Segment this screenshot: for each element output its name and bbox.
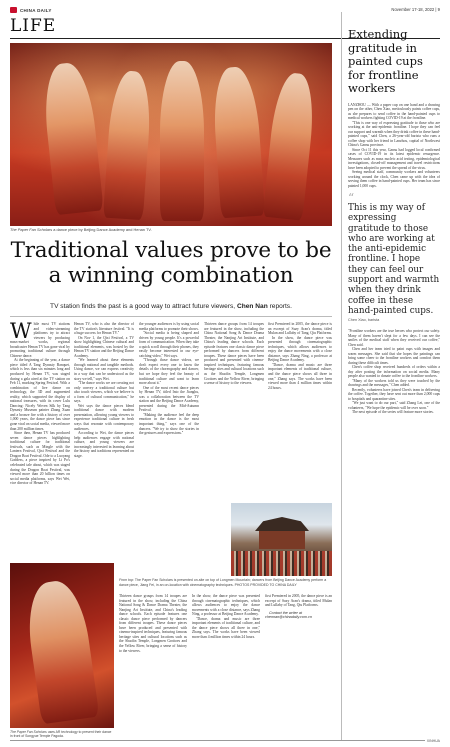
sidebar-pull-quote xyxy=(348,191,440,323)
paragraph: "Dance, drama and music are three important elements of traditional culture, and the dance piece shows all three in one," Zhang says. The works have been viewed more than 4 million times within 24 hours. xyxy=(268,362,332,390)
paragraph: Chen's coffee shop received hundreds of orders within a day after posting the information on social media. Many people also wanted to donate coffee to the frontline workers. xyxy=(348,365,440,379)
footer-rule xyxy=(10,740,440,741)
footer-credit: XINHUA xyxy=(426,739,440,743)
deck-text: TV station finds the past is a good way to attract future viewers, xyxy=(50,303,237,310)
paragraph: the younger audiences is by using social media platforms to promote their shows. xyxy=(139,322,199,331)
pull-quote-attribution: Chen Xiao, barista xyxy=(348,318,380,323)
paragraph: On Nov 1, the Qixi Festival, a TV show highlighting Chinese cultural and traditional elements, was hosted by the Henan TV station and the Beijing Dance Academy. xyxy=(74,335,134,358)
paragraph: Recently, volunteers have joined Chen's team in delivering the coffee. Together, they have sent out more than 2,000 cups to hospitals and quarantine sites. xyxy=(348,387,440,401)
publication-name: CHINA DAILY xyxy=(20,7,52,13)
sidebar-body-bottom xyxy=(348,329,440,415)
contact-email: chennan@chinadaily.com.cn xyxy=(265,615,312,620)
section-title: LIFE xyxy=(10,16,57,36)
hero-photo xyxy=(10,43,332,226)
sidebar-headline: Extending gratitude in painted cups for frontline workers xyxy=(348,27,423,95)
paragraph: "Frontline workers are the true heroes who protect our safety. Many of them haven't slept for a few days. I can see the smiles of the medical staff when they received our coffee," Chen said. xyxy=(348,329,440,347)
contact-email-line xyxy=(265,615,332,620)
paragraph: "Social media is being shaped and driven by young people. It's a powerful form of communication. When they take a quick scroll through their phones, they easily become interested in our eye-catching video," Wei says. xyxy=(139,331,199,358)
article-column-bottom-3 xyxy=(265,594,332,730)
paragraph: first Premiered in 2005, the dance piece is an excerpt of Suzy Aran's drama, titled Mulan and Lullaby of Tang, Qiu Platforms. xyxy=(268,322,332,336)
hero-caption xyxy=(10,227,332,232)
dancer-figure xyxy=(160,61,204,221)
dancer-figure xyxy=(23,578,100,725)
fan-dance-caption-text: uses AR technology to present their dance in front of Songyue Temple Pagoda. xyxy=(10,730,112,739)
paragraph: At the beginning of the year, a dance piece titled A Tang Dynasty Banquet, which is less than six minutes long and produced by Henan TV, was staged during a gala aired at the TV station on Feb 11, marking Spring Festival. With a combination of live dance on technology, the 3D and augmented reality, which supported the display of national treasures, with its cover Lulu Dancing: Nicely Woven Silk by Tang Dynasty Museum painter Zhang Xuan and a bronze fire with a history of over 1,000 years, the dance piece has since gone viral on social media, viewed more than 200 million times. xyxy=(10,358,70,431)
contact-label: Contact the writer at xyxy=(269,610,302,615)
paragraph: Since Oct 11 this year, Gansu had logged local confirmed cases of COVID-19 in its latest epidemic resurgence. Measures such as mass nucleic acid testing, epidemiological investigations, closed-off management and travel restrictions have been adopted to prevent the spread of the virus. xyxy=(348,147,440,170)
paragraph: first Premiered in 2005, the dance piece is an excerpt of Suzy Aran's drama, titled Mulan and Lullaby of Tang, Qiu Platforms. xyxy=(265,594,332,608)
hero-caption-text: a dance piece by Beijing Dance Academy and Henan TV. xyxy=(52,227,152,232)
article-column-bottom-1 xyxy=(119,594,187,730)
hero-caption-title: The Paper Fan Scholars xyxy=(10,227,53,232)
paragraph: LANZHOU — With a paper cup on one hand and a drawing pen on the other, Chen Xiao, meticulously paints coffee cups, as she prepares to send coffee in the hand-painted cups to medical workers fighting COVID-19 at the frontline. xyxy=(348,102,440,120)
paragraph: According to Wei, the dance pieces help audiences engage with national culture, and young viewers are increasingly interested in learning about the history and traditions represented on stage. xyxy=(74,431,134,458)
paragraph: "The dance works we are creating not only convey a traditional culture but also touch viewers, which we believe is a form of cultural communication," he says. xyxy=(74,381,134,404)
logo-mark xyxy=(10,7,17,13)
paragraph: The next episode of the series will feature more stories. xyxy=(352,410,434,415)
paragraph: hile most TV stations and video-streaming platforms try to attract viewers by producing mass-market works, regional broadcaster Henan TV has gone viral by promoting traditional culture through Chinese dance. xyxy=(10,322,70,358)
paragraph: Henan TV, who is also the director of the TV station's literature festival. "It is a huge success for Henan TV." xyxy=(74,322,134,336)
byline: Chen Nan xyxy=(236,303,268,310)
pull-quote-text: This is my way of expressing gratitude to those who are working at the anti-epidemic frontline. I hope they can feel our support and warmth when they drink coffee in these hand-painted cups. xyxy=(348,203,440,316)
paragraph: "We learned about these elements through national and tangible methods. Using dance, we can express creativity in a way that can be understood as the story we tell," says Wei. xyxy=(74,358,134,381)
paragraph: "Many of the workers told us they were touched by the drawings and the messages," Chen added. xyxy=(348,378,440,388)
byline-suffix: reports. xyxy=(267,303,292,310)
fan-dance-photo xyxy=(10,563,114,728)
article-deck xyxy=(10,303,332,310)
paragraph: Since then, Henan TV has produced seven dance pieces highlighting traditional culture for traditional festivals, such as Mingle with the Lantern Festival, Qixi Festival and the Dragon Boat Festival. Ode to a Luoyang Goddess, a piece inspired by Li Po's celebrated tale about, which was staged during the Dragon Boat Festival, was viewed more than 20 billion times on social media platforms, says Wei Wei, vice director of Henan TV. xyxy=(10,431,70,486)
paragraph: In the show, the dance piece was presented through cinematographic techniques, which allows audiences to enjoy the dance movements with a close distance, says Zhang Ning, a professor at Beijing Dance Academy. xyxy=(268,335,332,363)
paragraph: One of the most recent dance pieces by Henan TV, titled Into the Jianghu, was a collaboration between the TV station and the Beijing Dance Academy, presented during the Mid-Autumn Festival. xyxy=(139,385,199,413)
paragraph: "Dance, drama and music are three important elements of traditional culture, and the dance piece shows all three in one," Zhang says. The works have been viewed more than 4 million times within 24 hours. xyxy=(192,616,260,639)
photo-caption-text: The Paper Fan Scholars is presented on-site on top of Longmen Mountain; dancers from Beijing Dance Academy perform a dance piece, Jiang Fei, in an on-location with cinematography techniques. PHOTOS PROVIDED TO CHINA DAILY xyxy=(119,578,327,587)
issue-date: November 17-18, 2022 | 9 xyxy=(391,7,440,12)
article-column-4a xyxy=(204,322,264,498)
article-column-1 xyxy=(10,322,70,558)
paragraph: Wei says the dance pieces blend traditional dance with modern presentation, allowing young viewers to experience traditional culture in fresh ways that resonate with contemporary audiences. xyxy=(74,403,134,431)
photo-caption-label: From top: xyxy=(119,578,134,582)
paragraph: In the show, the dance piece was presented through cinematographic techniques, which allows audiences to enjoy the dance movements with a close distance, says Zhang Ning, a professor at Beijing Dance Academy. xyxy=(192,594,260,617)
paragraph: "Through those dance videos, we don't expect every one to know the details of the choreography and dancer, but we hope they feel the beauty of traditional culture and want to learn more about it." xyxy=(139,358,199,386)
paragraph: Thirteen dance groups from 14 troupes are featured in the show, including the China National Song & Dance Drama Theater, the Nanjing Art Institute, and China's leading dance schools. Each episode features one classic dance piece performed by dancers from different troupes. These dance pieces have been produced and presented with cinema-inspired techniques, featuring famous heritage sites and cultural locations such as the Shaolin Temple, Longmen Grottoes and the Yellow River, bringing a sense of history to the viewers. xyxy=(119,594,187,653)
paragraph: Chen and her team tried to paint cups with images and warm messages. She said that she hopes the paintings can bring some cheer to the frontline workers and comfort them during these difficult times. xyxy=(348,347,440,365)
article-headline: Traditional values prove to be a winning combination xyxy=(10,238,332,289)
fan-dance-caption xyxy=(10,730,114,739)
paragraph: Seeing medical staff, community workers and volunteers working around the clock, Chen came up with the idea of serving them coffee in hand-painted cups. Her team has since painted 1,000 cups. xyxy=(348,170,440,188)
article-column-bottom-2 xyxy=(192,594,260,730)
publication-logo xyxy=(10,7,52,13)
paragraph: "We just want to do our part," said Zhang Lei, one of the volunteers, "We hope the epidemic will be over soon." xyxy=(348,401,440,410)
temple-hall xyxy=(259,531,305,549)
deck-rule xyxy=(10,316,332,317)
sidebar-body-top xyxy=(348,103,440,189)
dancers-group xyxy=(231,551,332,576)
paragraph: "Making the audience feel the deep emotion in the dance is the most important thing," says one of the dancers. "We try to show the stories in the gestures and expressions." xyxy=(139,412,199,436)
article-column-2 xyxy=(74,322,134,558)
paragraph: Thirteen dance groups from 14 troupes are featured in the show, including the China National Song & Dance Drama Theater, the Nanjing Art Institute, and China's leading dance schools. Each episode features one classic dance piece performed by dancers from different troupes. These dance pieces have been produced and presented with cinema-inspired techniques, featuring famous heritage sites and cultural locations such as the Shaolin Temple, Longmen Grottoes and the Yellow River, bringing a sense of history to the viewers. xyxy=(204,322,264,386)
temple-photo xyxy=(231,503,332,576)
article-column-3 xyxy=(139,322,199,558)
temple-roof xyxy=(255,517,309,531)
drop-cap: W xyxy=(10,322,32,343)
photo-caption xyxy=(119,578,332,587)
quote-mark-icon: “ xyxy=(348,191,355,205)
fan-dance-caption-title: The Paper Fan Scholars xyxy=(10,730,47,734)
article-column-5a xyxy=(268,322,332,498)
paragraph: "This is one way of expressing gratitude to those who are working at the anti-epidemic frontline. I hope they can feel our support and warmth when they drink coffee in these hand-painted cups," said Chen, a 26-year-old barista who runs a coffee shop with her friend in Lanzhou, capital of Northwest China's Gansu province. xyxy=(348,120,440,147)
sidebar-story xyxy=(341,12,440,740)
